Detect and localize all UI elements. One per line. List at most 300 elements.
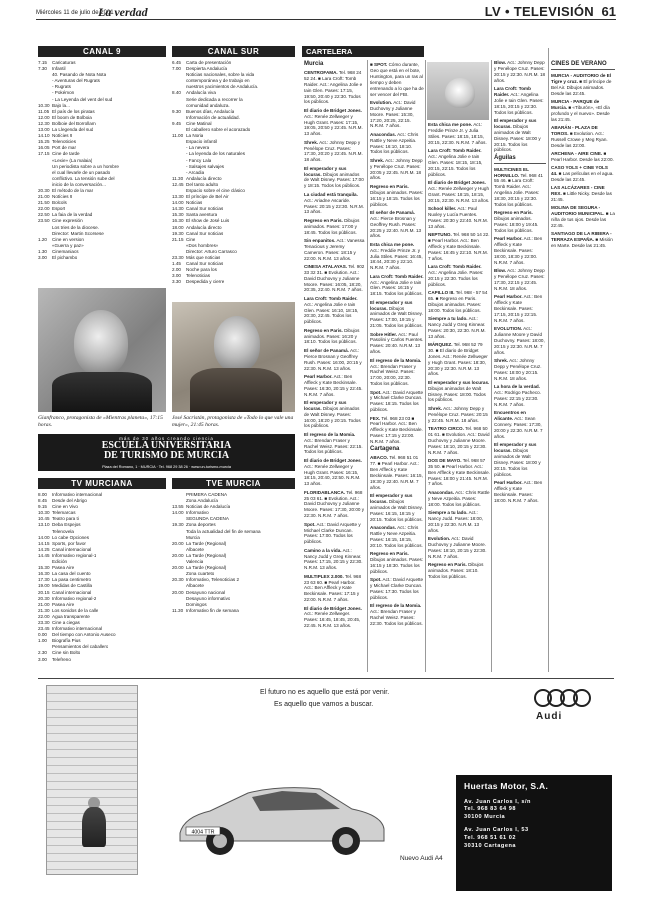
cinema-listing <box>370 525 424 549</box>
program-time: 16.30 <box>38 571 50 577</box>
cinema-name: Lara Croft: Tomb Raider. <box>304 295 358 301</box>
cinema-listing <box>370 577 424 601</box>
ad-slogan-line1: El futuro no es aquello que está por venir. <box>260 689 390 696</box>
program-time: 6.45 <box>172 60 181 65</box>
program-row <box>38 657 166 663</box>
program-time: 9.30 <box>172 108 181 114</box>
cartelera-col3-list <box>428 122 490 580</box>
listing-details: Act.: Vanessa Tenacious y Jeremy Cameron. Pases: 18:15 y 22:00. N.R.M. 13 años. <box>304 237 365 261</box>
cinema-name: El regreso de la Momia. <box>304 431 356 437</box>
cinema-name: El señor de Panamá. <box>370 209 415 215</box>
cinema-listing <box>304 574 365 604</box>
cinema-name: Anacondas. <box>428 489 455 495</box>
listing-details: Act.: Chris Rattle y Neve Azpeitia. Pases: 16:15, 18:15, 20:10. Todos los públicos. <box>370 525 423 548</box>
listing-details: Act.: Renée Zellweger y Hugh Grant. Pases: 17:15, 19:05, 20:50 y 22:45. N.R.M. 13 años. <box>304 113 363 137</box>
newspaper-logo: La verdad <box>98 5 148 19</box>
listing-details: Act.: Johnny Depp y Penélope Cruz. Pases: 17:30, 20:20 y 22:45. N.R.M. 18 años. <box>304 139 363 163</box>
cinema-name: NEPTUNO. <box>428 231 452 237</box>
cinema-listing <box>428 122 490 146</box>
listing-details: Dibujos animados de Walt Disney. Pases: 17:00 y 18:15. Todos los públicos. <box>304 171 364 189</box>
cinema-listing <box>551 151 615 163</box>
cinema-listing <box>494 442 546 477</box>
photo-film-still <box>427 62 489 120</box>
dealer-name: Huertas Motor, S.A. <box>464 781 549 791</box>
program-title: Toda la actualidad del fin de semana <box>186 528 261 534</box>
cinema-name: ■ SPOT. <box>370 62 388 67</box>
cinema-name: DOS DE MAYO. <box>428 457 462 463</box>
program-title: Sports, por favor <box>52 540 86 546</box>
cinema-listing <box>494 60 546 84</box>
cinema-listing <box>428 406 490 424</box>
program-title: - Fancy Lala <box>186 157 212 163</box>
program-title: Director: Martin Scorsese <box>52 230 104 236</box>
city-header-cartagena: Cartagena <box>370 446 400 453</box>
program-time: 3.30 <box>172 279 181 285</box>
cinema-listing <box>370 100 424 130</box>
program-row <box>38 255 166 261</box>
program-time: 20.00 <box>172 589 184 595</box>
program-time: 16.05 <box>38 145 50 151</box>
program-time: 16.30 <box>172 218 184 224</box>
program-title: Cine <box>186 236 196 242</box>
program-title: El caballero sobre el acorazado <box>186 127 251 133</box>
program-row <box>172 608 295 614</box>
cinema-listing <box>304 374 365 398</box>
program-title: La Llegenda del sud <box>52 127 94 133</box>
cinema-listing <box>370 274 424 298</box>
cinema-listing <box>304 522 365 546</box>
cinema-name: La ciudad está tranquila. <box>304 191 358 197</box>
cinema-listing <box>494 236 546 266</box>
cinema-listing <box>304 108 365 138</box>
program-title: Zona Andalucía <box>186 498 218 504</box>
program-title: Port de mar <box>52 145 76 151</box>
cinema-name: Regreso en Paris. <box>428 561 467 567</box>
cinema-listing <box>428 180 490 204</box>
program-time: 13.10 <box>38 522 50 528</box>
listing-details: Act.: Johnny Depp y Penélope Cruz. Pases: 20:15 y 22:45. N.R.M. 18 años. <box>428 405 488 423</box>
program-title: Del tiempo con Antonio Auseco <box>52 632 116 638</box>
cinema-name: Shrek. <box>494 358 509 364</box>
program-time: 14.00 <box>172 200 184 206</box>
listing-details: Dibujos animados de Walt Disney. Pases: 18:00. Todos los públicos. <box>428 385 486 403</box>
program-time: 7.15 <box>38 60 47 65</box>
program-title: Noticias nacionales, sobre la vida <box>186 72 255 78</box>
program-row <box>172 279 295 285</box>
program-title: Informativo <box>186 510 209 516</box>
cinema-listing <box>428 316 490 340</box>
listing-details: Act.: Paul Pasolini y Carlos Fuentes. Pases: 20:40. N.R.M. 13 años. <box>370 331 424 355</box>
listing-details: ■ Misión en Marte. Desde las 21:45. <box>551 237 613 249</box>
car-image <box>170 771 392 863</box>
program-title: Valencia <box>186 559 204 565</box>
listing-details: Dibujos animados. Pases: 16:20 y 18:10. Todos los públicos. <box>304 327 360 345</box>
program-title: - Pokémon <box>52 90 75 96</box>
cinema-listing <box>428 458 490 488</box>
cinema-name: Shrek. <box>304 139 319 145</box>
cines-de-verano-header: CINES DE VERANO <box>551 62 615 70</box>
page-header <box>36 4 616 20</box>
listing-details: Tel. 968 50 01 61. ■ Evolution. Act.: David Duchovny y Julianne Moore. Pases: 18:10, 20:15 y 22:30. N.R.M. 7 años. <box>428 425 490 455</box>
program-title: Pensamientos del caballero <box>52 644 109 650</box>
canalsur-title: CANAL SUR <box>172 46 295 57</box>
program-title: Noche para los <box>186 267 217 273</box>
program-title: Informativo regional-2 <box>52 595 97 601</box>
program-time: 8.00 <box>38 492 47 497</box>
program-time: 7.30 <box>38 66 47 72</box>
caption-right: José Sacristán, protagonista de «Todo lo que vale una mujer», 21:45 horas. <box>172 415 294 428</box>
program-time: 11.00 <box>172 133 184 139</box>
program-time: 14.30 <box>172 206 184 212</box>
header-date: Miércoles 11 de julio de 2001 <box>36 10 114 16</box>
program-title: 40. Pasando de Nota Nota <box>52 72 107 78</box>
program-title: Informativo internacional <box>52 492 103 497</box>
cinema-listing <box>304 328 365 346</box>
program-time: 14.00 <box>38 534 50 540</box>
city-header-murcia: Murcia <box>304 61 324 67</box>
cinema-listing <box>551 99 615 123</box>
program-time: 23.30 <box>172 255 184 260</box>
program-time: 14.25 <box>38 546 50 552</box>
program-title: Carta de presentación <box>186 60 232 65</box>
listing-details: Act.: Rodrigo Pacheco. Pases: 22:15 y 22:30. N.R.M. 7 años. <box>494 390 541 407</box>
cinema-name: CASO YOLS + CINE YOLS 44. <box>551 165 608 177</box>
program-title: Informativo regional-1 <box>52 552 97 558</box>
program-title: Serie dedicada a recorrer la <box>186 96 243 102</box>
cinema-listing <box>428 264 490 288</box>
program-title: Telenoticies <box>52 139 77 145</box>
listing-details: Act.: David Arquette y Michael Clarke Duncan. Pases: 18:15. Todos los públicos. <box>370 389 424 413</box>
cinema-name: MURCIA - PARQUE de Murcia. <box>551 98 600 110</box>
program-time: 1.00 <box>38 638 47 644</box>
cinema-name: Pearl Harbor. <box>304 373 333 379</box>
program-time: 11.30 <box>172 607 184 613</box>
cinema-name: Sobre Hitler. <box>370 331 398 337</box>
listing-details: Act.: Angelina Jolie e Iain Glen. Pases: 16:10, 18:15, 20:30, 22:45. Todos los públicos. <box>304 301 359 325</box>
program-time: 15.30 <box>172 212 184 218</box>
cinema-listing <box>551 125 615 149</box>
program-title: «Lexie» (La malaia) <box>52 157 93 163</box>
program-title: - Aventuras del Rugrats <box>52 78 100 84</box>
listing-details: Act.: Brendan Fraser y Rachel Weisz. Pases: 17:00, 20:00, 22:30. Todos los públicos. <box>370 363 416 387</box>
cartelera-column-3 <box>428 122 490 674</box>
cinema-listing <box>494 268 546 292</box>
program-title: Bolcols <box>52 200 67 206</box>
cinema-listing <box>370 493 424 523</box>
listing-details: Tel. 968 50 14 22. ■ Pearl Harbor. Act.: Ben Affleck y Kate Beckinsale. Pases: 16:45 y 22:10. N.R.M. 7 años. <box>428 231 490 261</box>
listing-details: Act.: Nancy Judd y Greg Kinnear. Pases: 20:30, 22:30. N.R.M. 13 años. <box>428 315 486 339</box>
cinema-name: FLORIDABLANCA. <box>304 489 346 495</box>
listing-details: Act.: Renée Zellweger y Hugh Grant. Pases: 16:15, 18:15, 20:40, 22:50. N.R.M. 13 años. <box>304 463 361 487</box>
cinema-listing <box>370 332 424 356</box>
program-title: La faia de la verdad <box>52 212 93 218</box>
program-time: 14.15 <box>38 540 50 546</box>
cinema-name: Regreso en Paris. <box>304 327 343 333</box>
cinema-listing <box>304 296 365 326</box>
program-title: nuestros yacimientos de Andalucía. <box>186 84 259 90</box>
cinema-name: MURCIA - AUDITORIO de El Tigre y cruz. <box>551 72 612 84</box>
program-title: Desayuno informativo <box>186 595 231 601</box>
program-title: - Salsajes salvajes <box>186 163 225 169</box>
cinema-listing <box>370 390 424 414</box>
program-title: Deba Espejos <box>52 522 81 528</box>
listing-details: Tel. 968 51 01 77. ■ Pearl Harbor. Act.: Ben Affleck y Kate Beckinsale. Pases: 16:15, 19:30 y 22:40. N.R.M. 7 años. <box>370 455 423 490</box>
cinema-name: Encuentros en Alicante. <box>494 410 526 422</box>
cinema-listing <box>370 300 424 330</box>
program-time: 19.30 <box>172 522 184 528</box>
cinema-listing <box>428 490 490 508</box>
listing-details: ■ El príncipe de Bel Air. Dibujos animados. Desde las 22:45. <box>551 78 612 96</box>
program-title: Telenoticias <box>186 273 211 279</box>
listing-details: Act.: Julianne Moore y David Duchovny. Pases: 18:00, 20:15 y 22:30. N.R.M. 7 años. <box>494 326 545 355</box>
listing-details: Act.: Ben Affleck y Kate Beckinsale. Pases: 16:30, 20:15 y 22:45. N.R.M. 7 años. <box>304 373 363 397</box>
listing-details: Act.: Johnny Depp y Penélope Cruz. Pases: 17:30, 22:15 y 22:45. N.R.M. 18 años. <box>494 268 545 292</box>
program-title: «Dos hombres» <box>186 242 219 248</box>
listing-details: Act.: Brendan Fraser y Rachel Weisz. Pases: 22:15. Todos los públicos. <box>304 437 363 455</box>
dealer-line: 30100 Murcia <box>464 813 506 820</box>
cinema-listing <box>370 62 424 97</box>
listing-details: ■ Las películas en el agua. Desde las 22:45. <box>551 171 614 182</box>
cinema-name: Siempre a tu lado. <box>428 315 468 321</box>
cinema-listing <box>304 348 365 372</box>
cinema-listing <box>370 603 424 627</box>
program-title: Despierta Andalucía <box>186 66 228 72</box>
cinema-name: ABACO. <box>370 455 389 461</box>
banner-school-city: DE TURISMO DE MURCIA <box>103 450 230 461</box>
cinema-listing <box>370 358 424 388</box>
program-title: - La Leyenda del vent del sud <box>52 96 113 102</box>
program-title: Un periodista sobre a un hombre <box>52 163 119 169</box>
program-title: - Rugrats <box>52 84 71 90</box>
cartelera-col4-list <box>494 60 546 153</box>
program-time: 13.55 <box>172 504 184 510</box>
program-time: 20.00 <box>172 552 184 558</box>
program-time: 9.45 <box>172 120 181 126</box>
cinema-name: Pearl Harbor. <box>494 294 523 300</box>
cinema-name: Pearl Harbor. <box>494 479 523 485</box>
cartelera-column-5 <box>551 60 615 672</box>
cinema-listing <box>304 166 365 190</box>
listing-details: Dibujos animados. Pases: 16:15 y 18:30. Todos los públicos. <box>370 557 424 574</box>
program-time: 2.30 <box>38 650 47 656</box>
cinema-name: El emperador y sus locuras. <box>304 165 347 177</box>
program-title: SEGUNDA CADENA <box>186 516 229 522</box>
program-title: Desde del Abrigo <box>52 498 87 504</box>
cinema-name: El diario de Bridget Jones. <box>304 457 362 463</box>
cinema-listing <box>551 165 615 183</box>
cinema-listing <box>304 458 365 488</box>
cinema-name: El emperador y sus locuras. <box>370 299 413 311</box>
cinema-name: LAS ALCÁZARES - CINE REX. <box>551 185 605 197</box>
program-title: Andalucía directo <box>186 224 222 230</box>
cinema-name: Evolution. <box>370 99 393 105</box>
program-title: El show de José Luis <box>186 218 230 224</box>
program-time: 21.15 <box>172 236 184 242</box>
cinema-listing <box>428 206 490 230</box>
listing-details: Act.: Brendan Fraser y Rachel Weisz. Pases: 22:30. Todos los públicos. <box>370 609 423 626</box>
program-time: 20.30 <box>38 187 50 193</box>
cinema-name: Esta chica me pone. <box>428 122 473 127</box>
program-title: Albacete <box>186 546 204 552</box>
program-title: Agua transparente <box>52 613 90 619</box>
listing-details: Act.: David Duchovny y Julianne Moore. Pases: 18:10, 20:15 y 22:30. N.R.M. 7 años. <box>428 535 487 559</box>
listing-details: Act.: Ben Affleck y Kate Beckinsale. Pases: 18:00. N.R.M. 7 años. <box>494 479 543 503</box>
cinema-listing <box>304 264 365 294</box>
listing-details: Act.: Angelina Jolie e Iain Glen. Pases: 18:15, 18:15, 20:15, 22:15. Todos los públicos. <box>428 153 483 177</box>
program-time: 1.30 <box>38 248 47 254</box>
program-time: 20.15 <box>38 589 50 595</box>
listing-details: Dibujos animados de Walt Disney. Pases: 16:15, 18:15 y 20:15. Todos los públicos. <box>370 499 423 522</box>
cinema-listing <box>494 326 546 356</box>
program-title: el cual llevarle de un pasado <box>52 169 111 175</box>
cinema-name: Lara Croft: Tomb Raider. <box>370 273 424 279</box>
listing-details: Dibujos animados. Pases: 18:10. Todos los públicos. <box>428 561 484 579</box>
cinema-listing <box>494 384 546 408</box>
listing-details: Act.: Johnny Depp y Penélope Cruz. Pases: 20:15 y 22:30. N.R.M. 18 años. <box>494 60 546 83</box>
program-title: - Arcadia <box>186 169 205 175</box>
program-title: Informativo internacional <box>52 626 103 632</box>
program-time: 3.00 <box>172 273 181 279</box>
program-title: La Tarde (Regional) <box>186 565 227 571</box>
dealer-line: Tel. 968 51 61 02 <box>464 834 516 841</box>
cinema-name: CINESA ATALAYAS. <box>304 263 348 269</box>
program-title: Del tanto adulto <box>186 181 219 187</box>
program-title: Bolboie del Borrollam <box>52 120 96 126</box>
program-title: El país de los piratas <box>52 108 95 114</box>
listing-details: ■ Pearl Harbor. Desde las 22:00. <box>551 150 614 162</box>
cinema-listing <box>428 148 490 178</box>
cinema-listing <box>304 218 365 236</box>
program-title: Teatro para ti <box>52 516 79 522</box>
program-title: PRIMERA CADENA <box>186 492 228 497</box>
cinema-listing <box>304 490 365 520</box>
program-title: Telefreno <box>52 656 71 662</box>
cinema-listing <box>370 416 424 446</box>
cinema-name: TEATRO CIRCO. <box>428 425 464 431</box>
program-time: 14.00 <box>172 510 184 516</box>
cinema-name: MULTIPLEX 2.000. <box>304 573 344 579</box>
listing-details: Act.: Ben Affleck y Kate Beckinsale. Pases: 17:15, 20:15 y 22:15. N.R.M. 7 años. <box>494 294 543 323</box>
cartelera-col5-list <box>551 73 615 249</box>
cinema-name: Lara Croft: Tomb Raider. <box>494 86 531 97</box>
program-title: El príncipe de Bel Air <box>186 194 229 200</box>
cinema-name: School killer. <box>428 205 457 211</box>
program-time: 14.10 <box>38 133 50 139</box>
program-title: La Noria <box>186 133 204 139</box>
program-title: Zona deportes <box>186 522 216 528</box>
cinema-name: La hora de la verdad. <box>494 384 540 390</box>
listing-details: Tel. 968 41 55 46. ■ Lara Croft: Tomb Raider. Act.: Angelina Jolie. Pases: 18:30, 20:15 y 22:30. Todos los públicos. <box>494 172 543 208</box>
cartelera-col4b-list <box>494 167 546 504</box>
program-title: Esport <box>52 206 66 212</box>
audi-brand-name: Audi <box>536 711 563 722</box>
program-title: Santa aventura <box>186 212 218 218</box>
program-title: Andalucía directo <box>186 175 222 181</box>
program-time: 20.00 <box>172 540 184 546</box>
cartelera-column-2 <box>370 62 424 674</box>
listing-details: Tel. 968 23 63 60. ■ Pearl Harbor. Act.: Ben Affleck y Kate Beckinsale. Pases: 17:15 y 22:00. N.R.M. 7 años. <box>304 573 362 603</box>
program-title: Cine a ciegas <box>52 619 80 625</box>
program-time: 10.45 <box>38 516 50 522</box>
listing-details: Cómo durante, Geo que está en el bote, Huntington, para un ras al tiempo y deben entrenando a lo que ha de ser vencer del FBI. <box>370 62 424 97</box>
program-time: 19.00 <box>38 583 50 589</box>
program-time: 9.15 <box>38 504 47 510</box>
program-time: 12.00 <box>38 114 50 120</box>
program-title: La pasa centimetro <box>52 577 92 583</box>
cinema-name: El regreso de la Momia. <box>370 603 422 609</box>
cinema-listing <box>428 562 490 580</box>
cinema-name: SANTIAGO DE LA RIBERA - TERRAZA ESPAÑA. <box>551 231 612 243</box>
cinema-name: Spot. <box>304 521 316 527</box>
listing-details: Act.: Freddie Prinze Jr. y Julia Stiles. Pases: 18:15, 18:15, 20:15, 22:30. N.R.M. 7 años. <box>428 122 487 145</box>
cinema-listing <box>370 455 424 490</box>
program-title: Informativo, Telenoticias 2 <box>186 577 240 583</box>
program-title: Cine en Vivo <box>52 504 78 510</box>
cinema-name: Lara Croft: Tomb Raider. <box>428 263 482 269</box>
program-title: Los sonidos de la calle <box>52 607 99 613</box>
program-time: 10.30 <box>38 102 50 108</box>
cinema-listing <box>494 86 546 116</box>
cinema-listing <box>428 536 490 560</box>
photo-actor-left <box>38 288 166 412</box>
cinema-name: MULTICINES EL HORNILLO. <box>494 166 529 178</box>
program-time: 17.30 <box>38 577 50 583</box>
banner-school: ESCUELA UNIVERSITARIA <box>101 440 232 451</box>
program-time: 10.30 <box>38 510 50 516</box>
program-time: 14.45 <box>38 552 50 558</box>
cinema-listing <box>370 158 424 182</box>
canal9-programs <box>38 60 166 261</box>
program-time: 12.30 <box>38 120 50 126</box>
cinema-listing <box>428 426 490 456</box>
listing-details: Act.: Ariadne Ascaride. Pases: 20:15 y 22:30. N.R.M. 13 años. <box>304 197 365 215</box>
listing-details: Act.: Johnny Depp y Penélope Cruz. Pases: 20:05 y 22:45. N.R.M. 18 años. <box>370 157 423 181</box>
listing-details: Tel. 968 - 57 54 65. ■ Regreso en Paris. Dibujos animados. Pases: 18:00. Todos los públicos. <box>428 289 488 313</box>
dealer-line: Tel. 968 83 64 98 <box>464 806 516 813</box>
program-title: La Tarde (Regional) <box>186 540 227 546</box>
cinema-name: El emperador y sus locuras. <box>304 399 347 411</box>
cartelera-col1-list <box>304 70 365 629</box>
listing-details: ■ Little Nicky. Desde las 21:45. <box>551 191 612 203</box>
canal9-listing <box>38 46 166 286</box>
program-title: Pasea Aire <box>52 601 75 607</box>
program-time: 22.50 <box>38 212 50 218</box>
cartelera-column-4 <box>494 60 546 672</box>
listing-details: Act.: Angelina Jolie e Iain Glen. Pases: 18:15, 20:15 y 22:30. Todos los públicos. <box>494 91 544 115</box>
cinema-name: Pearl Harbor. <box>494 236 523 242</box>
program-title: - La leyenda de los naturales <box>186 151 245 157</box>
ad-model-name: Nuevo Audi A4 <box>400 855 443 862</box>
listing-details: Act.: Chris Rattle y Neve Azpeitia. Pases: 16:10, 18:10. Todos los públicos. <box>370 131 419 155</box>
program-title: Cine sin Bolto <box>52 650 81 656</box>
listing-details: Tel. 968 24 52 24. ■ Lara Croft: Tomb Raider. Act.: Angelina Jolie e Iain Glen. Pases: 17:15, 19:50, 20:40 y 22:30. Todos los públicos. <box>304 69 363 105</box>
program-title: inicio de la conversación... <box>52 181 106 187</box>
program-title: Zona cuarteto <box>186 571 215 577</box>
canalsur-listing <box>172 46 295 306</box>
listing-details: Dibujos animados de Walt Disney. Pases: 17:00, 19:15 y 21:05. Todos los públicos. <box>370 305 423 329</box>
program-title: El pichambo <box>52 255 78 260</box>
cinema-listing <box>370 184 424 208</box>
program-time: 13.30 <box>172 194 184 200</box>
cinema-listing <box>494 358 546 382</box>
cinema-name: CAPILLO III. <box>428 289 455 295</box>
cartelera-column-1 <box>304 60 365 672</box>
turismo-banner-ad <box>38 434 295 464</box>
program-time: 23.45 <box>38 626 50 632</box>
listing-details: Tel. 968 25 03 61. ■ Evolution. Act.: David Duchovny y Julianne Moore. Pases: 17:30, 20:00 y 22:30. N.R.M. 7 años. <box>304 489 365 519</box>
banner-contact: Plaza del Romano, 1 · MURCIA · Tel. 968 29 38 26 · www.un-turismo-murcia <box>38 464 295 471</box>
city-header-aguilas: Águilas <box>494 156 546 164</box>
